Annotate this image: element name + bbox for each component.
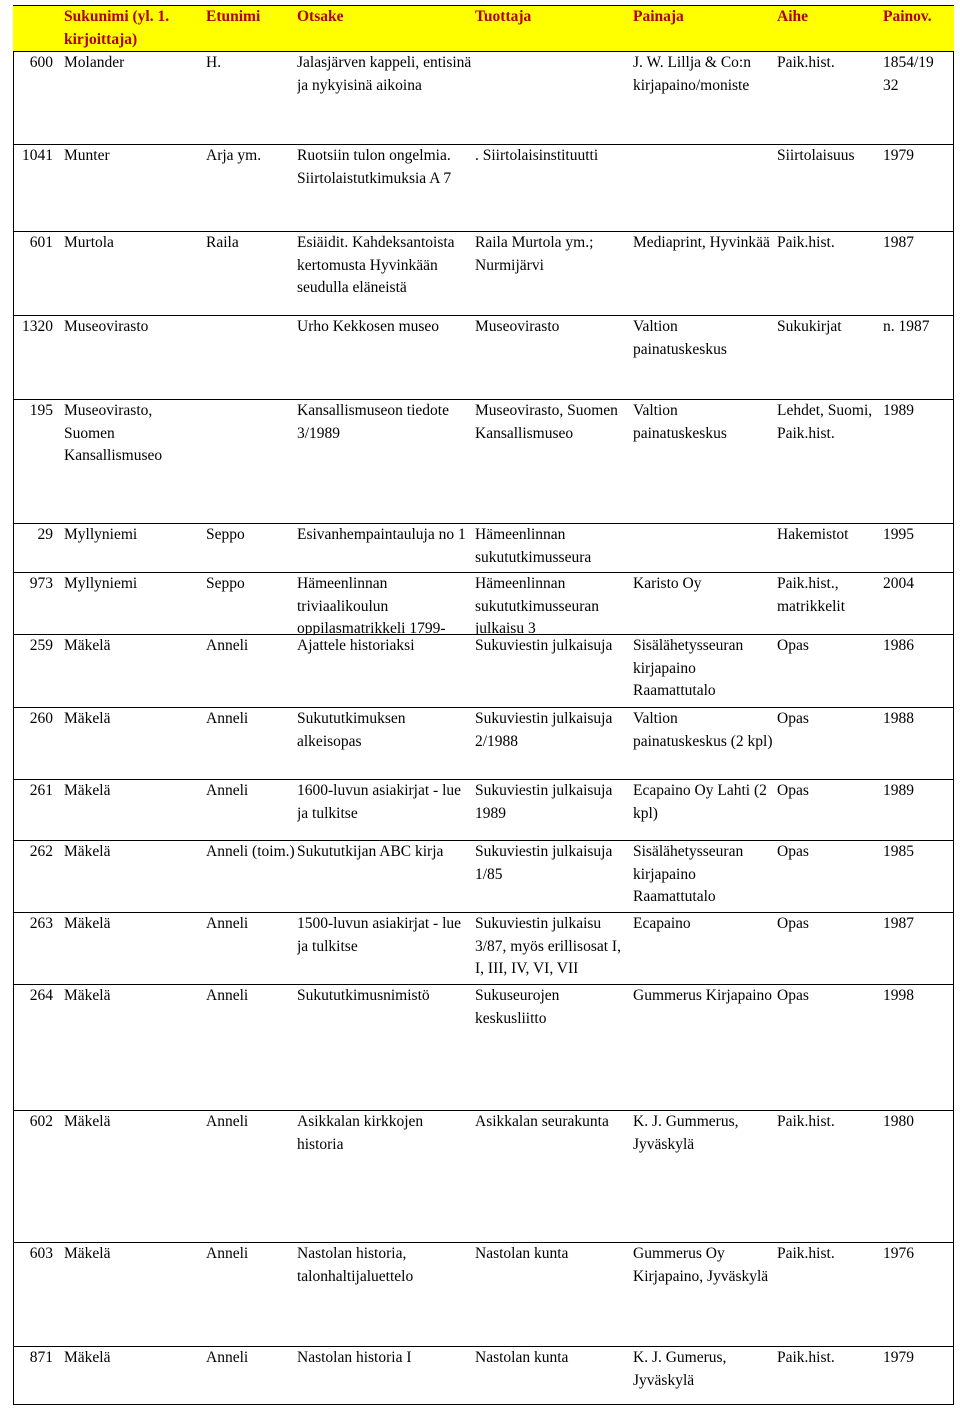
row-id-cell: 262 xyxy=(29,843,53,860)
surname-cell: Mäkelä xyxy=(64,915,111,932)
title-cell: Ruotsiin tulon ongelmia. Siirtolaistutkimuksia A 7 xyxy=(297,147,452,187)
title-cell: Nastolan historia I xyxy=(297,1349,412,1366)
row-id-cell: 1041 xyxy=(22,147,53,164)
printer-cell: Sisälähetysseuran kirjapaino Raamattutalo xyxy=(633,637,744,699)
producer-cell: Hämeenlinnan sukututkimusseura xyxy=(475,526,592,566)
table-row xyxy=(13,840,954,913)
surname-cell: Molander xyxy=(64,54,125,71)
year-cell: 1987 xyxy=(883,234,914,251)
subject-cell: Paik.hist. xyxy=(777,1113,835,1130)
subject-cell: Opas xyxy=(777,637,809,654)
row-id-cell: 871 xyxy=(29,1349,53,1366)
year-cell: 1980 xyxy=(883,1113,914,1130)
year-cell: 1995 xyxy=(883,526,914,543)
subject-cell: Hakemistot xyxy=(777,526,849,543)
column-header: Tuottaja xyxy=(475,8,532,25)
column-header: Aihe xyxy=(777,8,808,25)
firstname-cell: Anneli xyxy=(206,637,249,654)
printer-cell: Valtion painatuskeskus (2 kpl) xyxy=(633,710,773,750)
surname-cell: Mäkelä xyxy=(64,987,111,1004)
row-id-cell: 602 xyxy=(29,1113,53,1130)
producer-cell: Sukuviestin julkaisuja 1/85 xyxy=(475,843,613,883)
subject-cell: Paik.hist. xyxy=(777,234,835,251)
subject-cell: Opas xyxy=(777,987,809,1004)
surname-cell: Murtola xyxy=(64,234,114,251)
firstname-cell: Anneli xyxy=(206,1245,249,1262)
subject-cell: Opas xyxy=(777,915,809,932)
subject-cell: Paik.hist. xyxy=(777,1349,835,1366)
row-id-cell: 29 xyxy=(37,526,53,543)
column-header: Painaja xyxy=(633,8,684,25)
row-id-cell: 260 xyxy=(29,710,53,727)
firstname-cell: Anneli xyxy=(206,915,249,932)
firstname-cell: Seppo xyxy=(206,575,245,592)
column-header: Etunimi xyxy=(206,8,261,25)
column-header: Sukunimi (yl. 1. kirjoittaja) xyxy=(64,8,170,48)
surname-cell: Myllyniemi xyxy=(64,526,138,543)
title-cell: Esivanhempaintauluja no 1 xyxy=(297,526,466,543)
title-cell: Jalasjärven kappeli, entisinä ja nykyisinä aikoina xyxy=(297,54,472,94)
row-id-cell: 600 xyxy=(29,54,53,71)
producer-cell: Museovirasto xyxy=(475,318,560,335)
subject-cell: Paik.hist. xyxy=(777,54,835,71)
surname-cell: Mäkelä xyxy=(64,843,111,860)
year-cell: 1998 xyxy=(883,987,914,1004)
title-cell: 1600-luvun asiakirjat - lue ja tulkitse xyxy=(297,782,461,822)
printer-cell: Karisto Oy xyxy=(633,575,702,592)
surname-cell: Mäkelä xyxy=(64,637,111,654)
table-header-row xyxy=(13,5,954,52)
year-cell: 1987 xyxy=(883,915,914,932)
title-cell: Sukututkimusnimistö xyxy=(297,987,430,1004)
surname-cell: Mäkelä xyxy=(64,1245,111,1262)
title-cell: 1500-luvun asiakirjat - lue ja tulkitse xyxy=(297,915,461,955)
subject-cell: Sukukirjat xyxy=(777,318,842,335)
year-cell: n. 1987 xyxy=(883,318,930,335)
printer-cell: Ecapaino Oy Lahti (2 kpl) xyxy=(633,782,767,822)
printer-cell: K. J. Gumerus, Jyväskylä xyxy=(633,1349,727,1389)
catalog-table xyxy=(13,5,954,1405)
year-cell: 1979 xyxy=(883,1349,914,1366)
title-cell: Nastolan historia, talonhaltijaluettelo xyxy=(297,1245,414,1285)
producer-cell: . Siirtolaisinstituutti xyxy=(475,147,599,164)
firstname-cell: Anneli (toim.) xyxy=(206,843,295,860)
title-cell: Sukututkimuksen alkeisopas xyxy=(297,710,406,750)
table-row xyxy=(13,984,954,1111)
producer-cell: Sukuseurojen keskusliitto xyxy=(475,987,560,1027)
year-cell: 1854/19 32 xyxy=(883,54,934,94)
table-row xyxy=(13,231,954,316)
surname-cell: Museovirasto xyxy=(64,318,149,335)
producer-cell: Hämeenlinnan sukututkimusseuran julkaisu 3 xyxy=(475,575,599,635)
table-row xyxy=(13,1110,954,1243)
table-row xyxy=(13,51,954,145)
subject-cell: Lehdet, Suomi, Paik.hist. xyxy=(777,402,873,442)
year-cell: 2004 xyxy=(883,575,914,592)
table-row xyxy=(13,399,954,524)
table-row xyxy=(13,1346,954,1406)
producer-cell: Nastolan kunta xyxy=(475,1245,569,1262)
printer-cell: Ecapaino xyxy=(633,915,691,932)
title-cell: Sukututkijan ABC kirja xyxy=(297,843,444,860)
title-cell: Asikkalan kirkkojen historia xyxy=(297,1113,424,1153)
table-row xyxy=(13,634,954,708)
table-row xyxy=(13,779,954,841)
title-cell: Urho Kekkosen museo xyxy=(297,318,440,335)
printer-cell: Valtion painatuskeskus xyxy=(633,318,727,358)
row-id-cell: 601 xyxy=(29,234,53,251)
surname-cell: Mäkelä xyxy=(64,1113,111,1130)
row-id-cell: 973 xyxy=(29,575,53,592)
firstname-cell: Seppo xyxy=(206,526,245,543)
firstname-cell: Anneli xyxy=(206,710,249,727)
title-cell: Hämeenlinnan triviaalikoulun oppilasmatrikkeli 1799- xyxy=(297,575,446,635)
table-row xyxy=(13,1242,954,1347)
surname-cell: Myllyniemi xyxy=(64,575,138,592)
printer-cell: Mediaprint, Hyvinkää xyxy=(633,234,770,251)
subject-cell: Paik.hist., matrikkelit xyxy=(777,575,846,615)
table-row xyxy=(13,315,954,400)
row-id-cell: 603 xyxy=(29,1245,53,1262)
surname-cell: Museovirasto, Suomen Kansallismuseo xyxy=(64,402,163,464)
subject-cell: Opas xyxy=(777,843,809,860)
year-cell: 1985 xyxy=(883,843,914,860)
firstname-cell: Arja ym. xyxy=(206,147,262,164)
table-row xyxy=(13,523,954,573)
firstname-cell: H. xyxy=(206,54,222,71)
producer-cell: Sukuviestin julkaisu 3/87, myös erillisosat I, I, III, IV, VI, VII xyxy=(475,915,621,977)
column-header: Otsake xyxy=(297,8,344,25)
surname-cell: Mäkelä xyxy=(64,1349,111,1366)
printer-cell: Gummerus Oy Kirjapaino, Jyväskylä xyxy=(633,1245,769,1285)
row-id-cell: 195 xyxy=(29,402,53,419)
subject-cell: Paik.hist. xyxy=(777,1245,835,1262)
firstname-cell: Anneli xyxy=(206,1113,249,1130)
printer-cell: Gummerus Kirjapaino xyxy=(633,987,773,1004)
year-cell: 1988 xyxy=(883,710,914,727)
firstname-cell: Anneli xyxy=(206,782,249,799)
year-cell: 1989 xyxy=(883,782,914,799)
row-id-cell: 261 xyxy=(29,782,53,799)
subject-cell: Opas xyxy=(777,710,809,727)
row-id-cell: 1320 xyxy=(22,318,53,335)
title-cell: Ajattele historiaksi xyxy=(297,637,415,654)
producer-cell: Museovirasto, Suomen Kansallismuseo xyxy=(475,402,618,442)
table-row xyxy=(13,144,954,232)
printer-cell: K. J. Gummerus, Jyväskylä xyxy=(633,1113,739,1153)
producer-cell: Raila Murtola ym.; Nurmijärvi xyxy=(475,234,594,274)
surname-cell: Munter xyxy=(64,147,110,164)
producer-cell: Asikkalan seurakunta xyxy=(475,1113,609,1130)
firstname-cell: Anneli xyxy=(206,1349,249,1366)
surname-cell: Mäkelä xyxy=(64,710,111,727)
firstname-cell: Anneli xyxy=(206,987,249,1004)
printer-cell: Valtion painatuskeskus xyxy=(633,402,727,442)
column-header: Painov. xyxy=(883,8,932,25)
year-cell: 1979 xyxy=(883,147,914,164)
producer-cell: Nastolan kunta xyxy=(475,1349,569,1366)
year-cell: 1976 xyxy=(883,1245,914,1262)
title-cell: Esiäidit. Kahdeksantoista kertomusta Hyvinkään seudulla eläneistä xyxy=(297,234,455,296)
producer-cell: Sukuviestin julkaisuja 2/1988 xyxy=(475,710,613,750)
firstname-cell: Raila xyxy=(206,234,239,251)
printer-cell: J. W. Lillja & Co:n kirjapaino/moniste xyxy=(633,54,751,94)
table-row xyxy=(13,572,954,635)
printer-cell: Sisälähetysseuran kirjapaino Raamattutalo xyxy=(633,843,744,905)
year-cell: 1989 xyxy=(883,402,914,419)
producer-cell: Sukuviestin julkaisuja xyxy=(475,637,613,654)
surname-cell: Mäkelä xyxy=(64,782,111,799)
year-cell: 1986 xyxy=(883,637,914,654)
row-id-cell: 259 xyxy=(29,637,53,654)
table-row xyxy=(13,912,954,985)
producer-cell: Sukuviestin julkaisuja 1989 xyxy=(475,782,613,822)
row-id-cell: 263 xyxy=(29,915,53,932)
row-id-cell: 264 xyxy=(29,987,53,1004)
title-cell: Kansallismuseon tiedote 3/1989 xyxy=(297,402,449,442)
subject-cell: Opas xyxy=(777,782,809,799)
subject-cell: Siirtolaisuus xyxy=(777,147,855,164)
table-row xyxy=(13,707,954,780)
